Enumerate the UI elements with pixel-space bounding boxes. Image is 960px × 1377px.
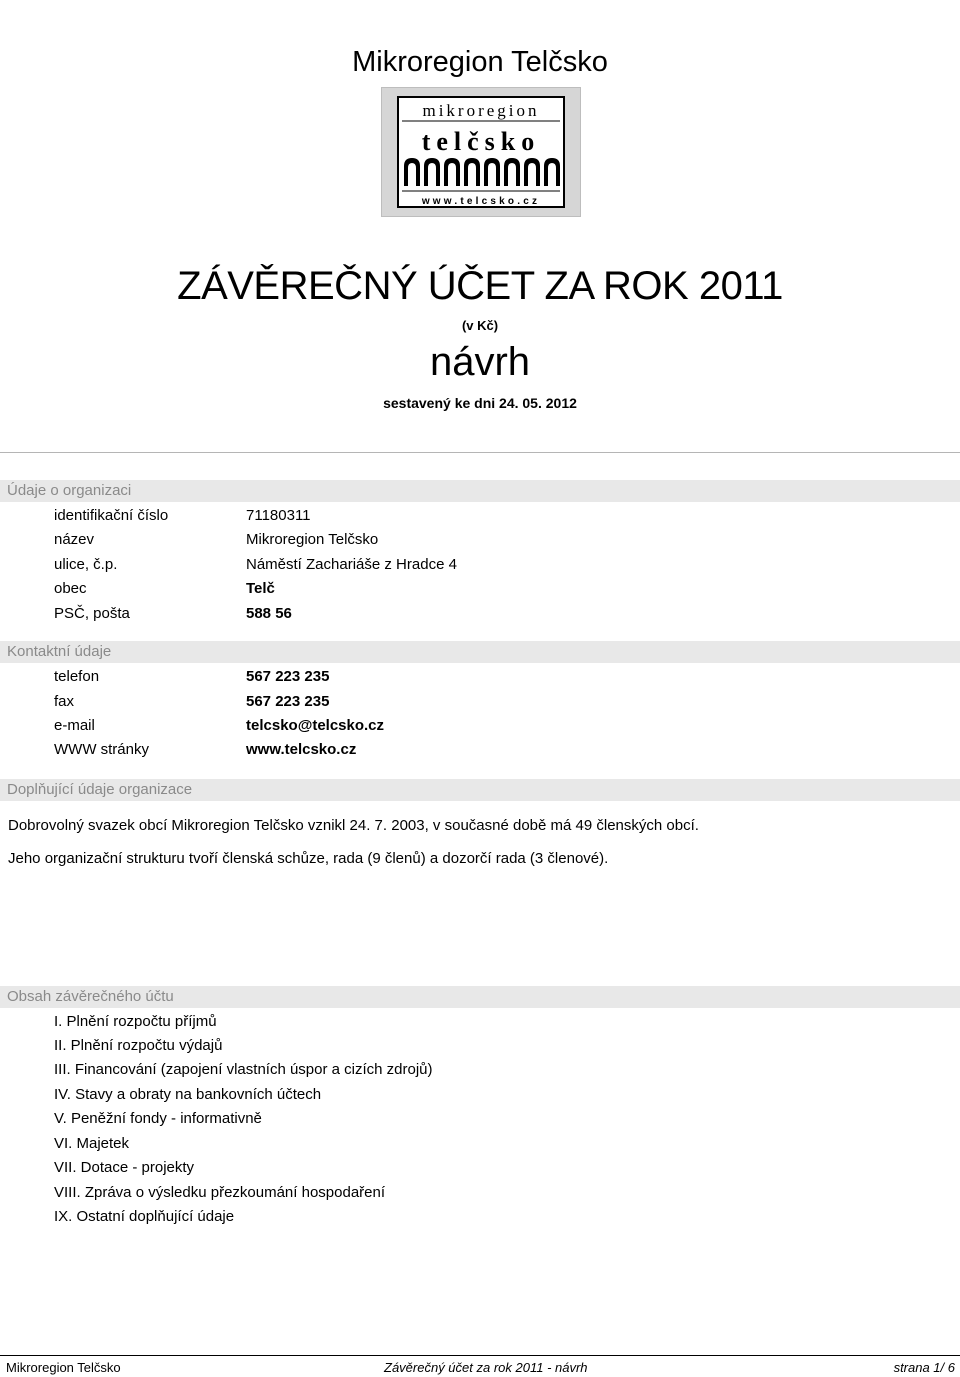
organization-title: Mikroregion Telčsko: [352, 46, 608, 78]
toc-item: VII. Dotace - projekty: [54, 1159, 195, 1176]
section-heading-contents: Obsah závěrečného účtu: [0, 986, 960, 1008]
row-label: identifikační číslo: [54, 507, 169, 524]
currency-unit: (v Kč): [461, 318, 499, 333]
section-heading-contact: Kontaktní údaje: [0, 641, 960, 663]
row-label: telefon: [54, 668, 100, 685]
logo-main-text: telčsko: [421, 127, 541, 156]
row-label: fax: [54, 693, 75, 710]
row-label: PSČ, pošta: [54, 605, 130, 622]
row-value: 567 223 235: [246, 693, 330, 710]
footer-document-name: Závěrečný účet za rok 2011 - návrh: [384, 1360, 588, 1375]
row-label: obec: [54, 580, 87, 597]
row-value: www.telcsko.cz: [246, 741, 357, 758]
toc-item: III. Financování (zapojení vlastních úspor a cizích zdrojů): [54, 1061, 433, 1078]
toc-item: IV. Stavy a obraty na bankovních účtech: [54, 1086, 322, 1103]
contact-row-email: [54, 716, 384, 736]
org-row-street: [54, 555, 457, 575]
contact-row-website: [54, 740, 356, 760]
toc-item: VIII. Zpráva o výsledku přezkoumání hospodaření: [54, 1184, 386, 1201]
org-row-id: [54, 506, 311, 526]
footer-organization: Mikroregion Telčsko: [6, 1360, 121, 1375]
org-row-name: [54, 530, 378, 550]
contact-row-fax: [54, 692, 329, 712]
toc-item: V. Peněžní fondy - informativně: [54, 1110, 262, 1127]
logo: [381, 87, 581, 217]
row-label: e-mail: [54, 717, 95, 734]
section-heading-organization: Údaje o organizaci: [0, 480, 960, 502]
logo-top-text: mikroregion: [422, 101, 540, 120]
row-value: telcsko@telcsko.cz: [246, 717, 385, 734]
draft-label: návrh: [429, 340, 531, 384]
toc-item: VI. Majetek: [54, 1135, 130, 1152]
org-row-postcode: [54, 604, 292, 624]
extra-paragraph: Dobrovolný svazek obcí Mikroregion Telčsko vznikl 24. 7. 2003, v současné době má 49 členských obcí.: [8, 817, 699, 834]
row-label: WWW stránky: [54, 741, 149, 758]
extra-paragraph: Jeho organizační strukturu tvoří členská schůze, rada (9 členů) a dozorčí rada (3 členové).: [8, 850, 609, 867]
row-value: 588 56: [246, 605, 292, 622]
row-label: ulice, č.p.: [54, 556, 118, 573]
footer-divider: [0, 1355, 960, 1356]
logo-url-text: www.telcsko.cz: [421, 196, 541, 207]
row-value: 567 223 235: [246, 668, 330, 685]
toc-item: I. Plnění rozpočtu příjmů: [54, 1013, 217, 1030]
row-label: název: [54, 531, 95, 548]
section-heading-extra: Doplňující údaje organizace: [0, 779, 960, 801]
row-value: 71180311: [246, 507, 311, 524]
row-value: Telč: [246, 580, 275, 597]
row-value: Náměstí Zachariáše z Hradce 4: [246, 556, 457, 573]
document-title: ZÁVĚREČNÝ ÚČET ZA ROK 2011: [177, 264, 783, 308]
org-row-municipality: [54, 579, 275, 599]
toc-item: IX. Ostatní doplňující údaje: [54, 1208, 235, 1225]
compiled-date: sestavený ke dni 24. 05. 2012: [383, 395, 577, 411]
divider: [0, 452, 960, 453]
contact-row-phone: [54, 667, 329, 687]
toc-item: II. Plnění rozpočtu výdajů: [54, 1037, 223, 1054]
footer-page-number: strana 1/ 6: [893, 1360, 955, 1375]
row-value: Mikroregion Telčsko: [246, 531, 379, 548]
